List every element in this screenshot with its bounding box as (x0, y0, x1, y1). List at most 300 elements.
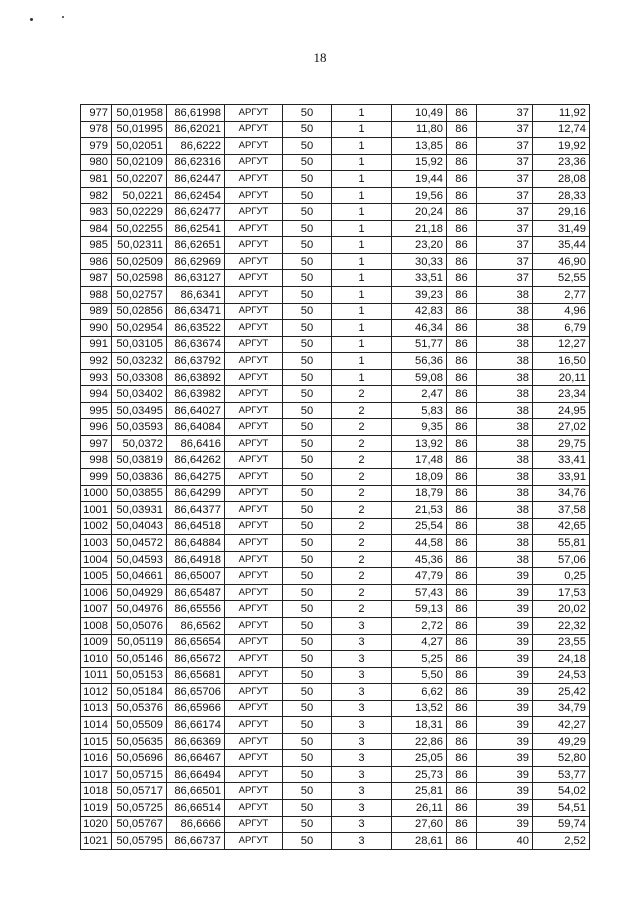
value-cell: 50 (283, 617, 332, 634)
degree-cell: 2 (332, 502, 392, 519)
lon-second-cell: 53,77 (533, 766, 590, 783)
minutes-cell: 5,25 (392, 651, 447, 668)
degree-cell: 1 (332, 204, 392, 221)
longitude-cell: 86,63127 (167, 270, 225, 287)
row-number-cell: 1013 (81, 700, 112, 717)
table-body (81, 105, 590, 850)
river-name-cell: АРГУТ (225, 568, 283, 585)
degree-cell: 1 (332, 253, 392, 270)
lon-minute-cell: 38 (477, 452, 533, 469)
river-name-cell: АРГУТ (225, 419, 283, 436)
longitude-cell: 86,6666 (167, 816, 225, 833)
minutes-cell: 44,58 (392, 535, 447, 552)
lon-degree-cell: 86 (447, 469, 477, 486)
minutes-cell: 46,34 (392, 320, 447, 337)
value-cell: 50 (283, 750, 332, 767)
value-cell: 50 (283, 320, 332, 337)
lon-second-cell: 17,53 (533, 584, 590, 601)
lon-degree-cell: 86 (447, 518, 477, 535)
lon-minute-cell: 39 (477, 733, 533, 750)
table-row (81, 138, 590, 155)
minutes-cell: 5,50 (392, 667, 447, 684)
value-cell: 50 (283, 684, 332, 701)
table-row (81, 336, 590, 353)
river-name-cell: АРГУТ (225, 750, 283, 767)
longitude-cell: 86,64518 (167, 518, 225, 535)
latitude-cell: 50,02856 (112, 303, 167, 320)
value-cell: 50 (283, 816, 332, 833)
lon-degree-cell: 86 (447, 766, 477, 783)
table-row (81, 518, 590, 535)
lon-minute-cell: 38 (477, 435, 533, 452)
degree-cell: 1 (332, 353, 392, 370)
lon-degree-cell: 86 (447, 121, 477, 138)
row-number-cell: 986 (81, 253, 112, 270)
row-number-cell: 992 (81, 353, 112, 370)
lon-minute-cell: 38 (477, 287, 533, 304)
longitude-cell: 86,63674 (167, 336, 225, 353)
lon-second-cell: 28,33 (533, 187, 590, 204)
minutes-cell: 59,13 (392, 601, 447, 618)
table-row (81, 750, 590, 767)
row-number-cell: 1005 (81, 568, 112, 585)
row-number-cell: 1016 (81, 750, 112, 767)
lon-second-cell: 46,90 (533, 253, 590, 270)
minutes-cell: 19,56 (392, 187, 447, 204)
table-row (81, 204, 590, 221)
minutes-cell: 21,53 (392, 502, 447, 519)
lon-second-cell: 22,32 (533, 617, 590, 634)
longitude-cell: 86,62316 (167, 154, 225, 171)
row-number-cell: 988 (81, 287, 112, 304)
river-name-cell: АРГУТ (225, 833, 283, 850)
longitude-cell: 86,66174 (167, 717, 225, 734)
value-cell: 50 (283, 700, 332, 717)
value-cell: 50 (283, 105, 332, 122)
lon-second-cell: 23,55 (533, 634, 590, 651)
minutes-cell: 4,27 (392, 634, 447, 651)
lon-degree-cell: 86 (447, 336, 477, 353)
lon-degree-cell: 86 (447, 584, 477, 601)
river-name-cell: АРГУТ (225, 435, 283, 452)
degree-cell: 3 (332, 816, 392, 833)
longitude-cell: 86,6562 (167, 617, 225, 634)
longitude-cell: 86,65556 (167, 601, 225, 618)
table-row (81, 320, 590, 337)
degree-cell: 1 (332, 187, 392, 204)
lon-degree-cell: 86 (447, 303, 477, 320)
row-number-cell: 996 (81, 419, 112, 436)
degree-cell: 3 (332, 651, 392, 668)
longitude-cell: 86,65681 (167, 667, 225, 684)
row-number-cell: 1001 (81, 502, 112, 519)
river-name-cell: АРГУТ (225, 121, 283, 138)
degree-cell: 1 (332, 336, 392, 353)
table-row (81, 220, 590, 237)
table-row (81, 435, 590, 452)
coordinates-table (80, 104, 590, 850)
lon-degree-cell: 86 (447, 402, 477, 419)
row-number-cell: 1011 (81, 667, 112, 684)
minutes-cell: 42,83 (392, 303, 447, 320)
lon-minute-cell: 39 (477, 700, 533, 717)
lon-minute-cell: 37 (477, 138, 533, 155)
lon-minute-cell: 40 (477, 833, 533, 850)
lon-minute-cell: 38 (477, 469, 533, 486)
latitude-cell: 50,04593 (112, 551, 167, 568)
longitude-cell: 86,6341 (167, 287, 225, 304)
row-number-cell: 989 (81, 303, 112, 320)
value-cell: 50 (283, 237, 332, 254)
row-number-cell: 1018 (81, 783, 112, 800)
table-row (81, 799, 590, 816)
latitude-cell: 50,02051 (112, 138, 167, 155)
lon-minute-cell: 39 (477, 568, 533, 585)
minutes-cell: 27,60 (392, 816, 447, 833)
row-number-cell: 1010 (81, 651, 112, 668)
degree-cell: 3 (332, 617, 392, 634)
river-name-cell: АРГУТ (225, 535, 283, 552)
lon-degree-cell: 86 (447, 287, 477, 304)
minutes-cell: 20,24 (392, 204, 447, 221)
lon-second-cell: 12,74 (533, 121, 590, 138)
minutes-cell: 28,61 (392, 833, 447, 850)
latitude-cell: 50,02311 (112, 237, 167, 254)
degree-cell: 1 (332, 171, 392, 188)
longitude-cell: 86,65966 (167, 700, 225, 717)
degree-cell: 3 (332, 766, 392, 783)
minutes-cell: 56,36 (392, 353, 447, 370)
lon-second-cell: 24,95 (533, 402, 590, 419)
table-row (81, 833, 590, 850)
lon-minute-cell: 38 (477, 502, 533, 519)
longitude-cell: 86,64299 (167, 485, 225, 502)
degree-cell: 3 (332, 783, 392, 800)
degree-cell: 3 (332, 667, 392, 684)
table-row (81, 617, 590, 634)
longitude-cell: 86,64918 (167, 551, 225, 568)
minutes-cell: 13,52 (392, 700, 447, 717)
row-number-cell: 983 (81, 204, 112, 221)
lon-minute-cell: 39 (477, 783, 533, 800)
lon-minute-cell: 38 (477, 369, 533, 386)
latitude-cell: 50,04929 (112, 584, 167, 601)
table-row (81, 105, 590, 122)
lon-degree-cell: 86 (447, 452, 477, 469)
latitude-cell: 50,05509 (112, 717, 167, 734)
row-number-cell: 1003 (81, 535, 112, 552)
row-number-cell: 1009 (81, 634, 112, 651)
river-name-cell: АРГУТ (225, 303, 283, 320)
lon-second-cell: 16,50 (533, 353, 590, 370)
longitude-cell: 86,66514 (167, 799, 225, 816)
lon-second-cell: 23,36 (533, 154, 590, 171)
longitude-cell: 86,61998 (167, 105, 225, 122)
degree-cell: 2 (332, 568, 392, 585)
degree-cell: 1 (332, 220, 392, 237)
lon-degree-cell: 86 (447, 320, 477, 337)
minutes-cell: 17,48 (392, 452, 447, 469)
lon-degree-cell: 86 (447, 733, 477, 750)
lon-degree-cell: 86 (447, 253, 477, 270)
lon-second-cell: 42,65 (533, 518, 590, 535)
latitude-cell: 50,05635 (112, 733, 167, 750)
longitude-cell: 86,65672 (167, 651, 225, 668)
river-name-cell: АРГУТ (225, 502, 283, 519)
latitude-cell: 50,03308 (112, 369, 167, 386)
lon-second-cell: 29,16 (533, 204, 590, 221)
lon-minute-cell: 38 (477, 320, 533, 337)
lon-second-cell: 37,58 (533, 502, 590, 519)
longitude-cell: 86,64084 (167, 419, 225, 436)
value-cell: 50 (283, 733, 332, 750)
minutes-cell: 30,33 (392, 253, 447, 270)
river-name-cell: АРГУТ (225, 220, 283, 237)
minutes-cell: 23,20 (392, 237, 447, 254)
latitude-cell: 50,03819 (112, 452, 167, 469)
table-row (81, 766, 590, 783)
river-name-cell: АРГУТ (225, 402, 283, 419)
table-row (81, 369, 590, 386)
value-cell: 50 (283, 253, 332, 270)
row-number-cell: 1020 (81, 816, 112, 833)
minutes-cell: 25,05 (392, 750, 447, 767)
lon-degree-cell: 86 (447, 551, 477, 568)
latitude-cell: 50,02229 (112, 204, 167, 221)
degree-cell: 1 (332, 320, 392, 337)
lon-minute-cell: 37 (477, 204, 533, 221)
minutes-cell: 25,73 (392, 766, 447, 783)
lon-second-cell: 52,80 (533, 750, 590, 767)
river-name-cell: АРГУТ (225, 154, 283, 171)
degree-cell: 3 (332, 634, 392, 651)
degree-cell: 2 (332, 402, 392, 419)
page-number: 18 (313, 50, 327, 65)
minutes-cell: 10,49 (392, 105, 447, 122)
latitude-cell: 50,03855 (112, 485, 167, 502)
lon-minute-cell: 37 (477, 105, 533, 122)
degree-cell: 2 (332, 435, 392, 452)
table-row (81, 502, 590, 519)
minutes-cell: 5,83 (392, 402, 447, 419)
longitude-cell: 86,63522 (167, 320, 225, 337)
lon-degree-cell: 86 (447, 419, 477, 436)
longitude-cell: 86,65007 (167, 568, 225, 585)
lon-minute-cell: 38 (477, 485, 533, 502)
latitude-cell: 50,05153 (112, 667, 167, 684)
table-row (81, 419, 590, 436)
river-name-cell: АРГУТ (225, 105, 283, 122)
lon-minute-cell: 37 (477, 171, 533, 188)
lon-minute-cell: 39 (477, 601, 533, 618)
longitude-cell: 86,64884 (167, 535, 225, 552)
minutes-cell: 22,86 (392, 733, 447, 750)
row-number-cell: 1015 (81, 733, 112, 750)
table-row (81, 237, 590, 254)
minutes-cell: 2,72 (392, 617, 447, 634)
row-number-cell: 1007 (81, 601, 112, 618)
minutes-cell: 39,23 (392, 287, 447, 304)
table-row (81, 584, 590, 601)
degree-cell: 3 (332, 799, 392, 816)
minutes-cell: 18,79 (392, 485, 447, 502)
lon-degree-cell: 86 (447, 717, 477, 734)
value-cell: 50 (283, 634, 332, 651)
longitude-cell: 86,64275 (167, 469, 225, 486)
lon-minute-cell: 38 (477, 419, 533, 436)
lon-second-cell: 20,11 (533, 369, 590, 386)
lon-minute-cell: 39 (477, 684, 533, 701)
lon-minute-cell: 37 (477, 237, 533, 254)
lon-second-cell: 0,25 (533, 568, 590, 585)
lon-second-cell: 54,51 (533, 799, 590, 816)
row-number-cell: 997 (81, 435, 112, 452)
lon-degree-cell: 86 (447, 783, 477, 800)
value-cell: 50 (283, 386, 332, 403)
value-cell: 50 (283, 717, 332, 734)
lon-degree-cell: 86 (447, 601, 477, 618)
longitude-cell: 86,64262 (167, 452, 225, 469)
latitude-cell: 50,05184 (112, 684, 167, 701)
river-name-cell: АРГУТ (225, 270, 283, 287)
degree-cell: 2 (332, 419, 392, 436)
latitude-cell: 50,03105 (112, 336, 167, 353)
table-row (81, 684, 590, 701)
river-name-cell: АРГУТ (225, 799, 283, 816)
row-number-cell: 1021 (81, 833, 112, 850)
longitude-cell: 86,62447 (167, 171, 225, 188)
longitude-cell: 86,66737 (167, 833, 225, 850)
lon-second-cell: 2,77 (533, 287, 590, 304)
minutes-cell: 19,44 (392, 171, 447, 188)
table-row (81, 651, 590, 668)
longitude-cell: 86,65706 (167, 684, 225, 701)
longitude-cell: 86,65654 (167, 634, 225, 651)
lon-degree-cell: 86 (447, 171, 477, 188)
longitude-cell: 86,6416 (167, 435, 225, 452)
river-name-cell: АРГУТ (225, 518, 283, 535)
lon-minute-cell: 39 (477, 717, 533, 734)
value-cell: 50 (283, 452, 332, 469)
table-row (81, 303, 590, 320)
latitude-cell: 50,03495 (112, 402, 167, 419)
value-cell: 50 (283, 138, 332, 155)
river-name-cell: АРГУТ (225, 369, 283, 386)
value-cell: 50 (283, 336, 332, 353)
longitude-cell: 86,65487 (167, 584, 225, 601)
lon-degree-cell: 86 (447, 138, 477, 155)
latitude-cell: 50,03593 (112, 419, 167, 436)
degree-cell: 2 (332, 584, 392, 601)
lon-degree-cell: 86 (447, 353, 477, 370)
lon-second-cell: 42,27 (533, 717, 590, 734)
degree-cell: 1 (332, 105, 392, 122)
table-row (81, 667, 590, 684)
river-name-cell: АРГУТ (225, 336, 283, 353)
latitude-cell: 50,03931 (112, 502, 167, 519)
longitude-cell: 86,62477 (167, 204, 225, 221)
river-name-cell: АРГУТ (225, 469, 283, 486)
latitude-cell: 50,05696 (112, 750, 167, 767)
minutes-cell: 18,31 (392, 717, 447, 734)
value-cell: 50 (283, 469, 332, 486)
lon-minute-cell: 37 (477, 154, 533, 171)
lon-second-cell: 2,52 (533, 833, 590, 850)
river-name-cell: АРГУТ (225, 634, 283, 651)
value-cell: 50 (283, 220, 332, 237)
lon-second-cell: 23,34 (533, 386, 590, 403)
latitude-cell: 50,02757 (112, 287, 167, 304)
latitude-cell: 50,05376 (112, 700, 167, 717)
latitude-cell: 50,04043 (112, 518, 167, 535)
latitude-cell: 50,02509 (112, 253, 167, 270)
minutes-cell: 59,08 (392, 369, 447, 386)
lon-degree-cell: 86 (447, 833, 477, 850)
lon-minute-cell: 39 (477, 617, 533, 634)
latitude-cell: 50,04572 (112, 535, 167, 552)
lon-degree-cell: 86 (447, 237, 477, 254)
lon-second-cell: 27,02 (533, 419, 590, 436)
minutes-cell: 13,85 (392, 138, 447, 155)
row-number-cell: 977 (81, 105, 112, 122)
lon-minute-cell: 38 (477, 386, 533, 403)
value-cell: 50 (283, 651, 332, 668)
table-row (81, 270, 590, 287)
lon-degree-cell: 86 (447, 799, 477, 816)
value-cell: 50 (283, 518, 332, 535)
longitude-cell: 86,63471 (167, 303, 225, 320)
lon-degree-cell: 86 (447, 750, 477, 767)
latitude-cell: 50,0372 (112, 435, 167, 452)
row-number-cell: 985 (81, 237, 112, 254)
lon-minute-cell: 37 (477, 270, 533, 287)
latitude-cell: 50,02109 (112, 154, 167, 171)
minutes-cell: 47,79 (392, 568, 447, 585)
row-number-cell: 1017 (81, 766, 112, 783)
lon-second-cell: 35,44 (533, 237, 590, 254)
row-number-cell: 1006 (81, 584, 112, 601)
scan-speck (62, 16, 64, 18)
lon-second-cell: 24,53 (533, 667, 590, 684)
value-cell: 50 (283, 485, 332, 502)
longitude-cell: 86,63892 (167, 369, 225, 386)
river-name-cell: АРГУТ (225, 237, 283, 254)
lon-minute-cell: 39 (477, 766, 533, 783)
degree-cell: 1 (332, 287, 392, 304)
latitude-cell: 50,03836 (112, 469, 167, 486)
latitude-cell: 50,05146 (112, 651, 167, 668)
minutes-cell: 15,92 (392, 154, 447, 171)
river-name-cell: АРГУТ (225, 551, 283, 568)
lon-minute-cell: 38 (477, 353, 533, 370)
degree-cell: 1 (332, 138, 392, 155)
degree-cell: 2 (332, 469, 392, 486)
lon-minute-cell: 38 (477, 303, 533, 320)
lon-degree-cell: 86 (447, 187, 477, 204)
river-name-cell: АРГУТ (225, 253, 283, 270)
minutes-cell: 25,54 (392, 518, 447, 535)
degree-cell: 2 (332, 551, 392, 568)
degree-cell: 1 (332, 369, 392, 386)
longitude-cell: 86,62541 (167, 220, 225, 237)
lon-minute-cell: 39 (477, 651, 533, 668)
value-cell: 50 (283, 551, 332, 568)
value-cell: 50 (283, 766, 332, 783)
lon-degree-cell: 86 (447, 435, 477, 452)
degree-cell: 1 (332, 237, 392, 254)
value-cell: 50 (283, 435, 332, 452)
river-name-cell: АРГУТ (225, 617, 283, 634)
